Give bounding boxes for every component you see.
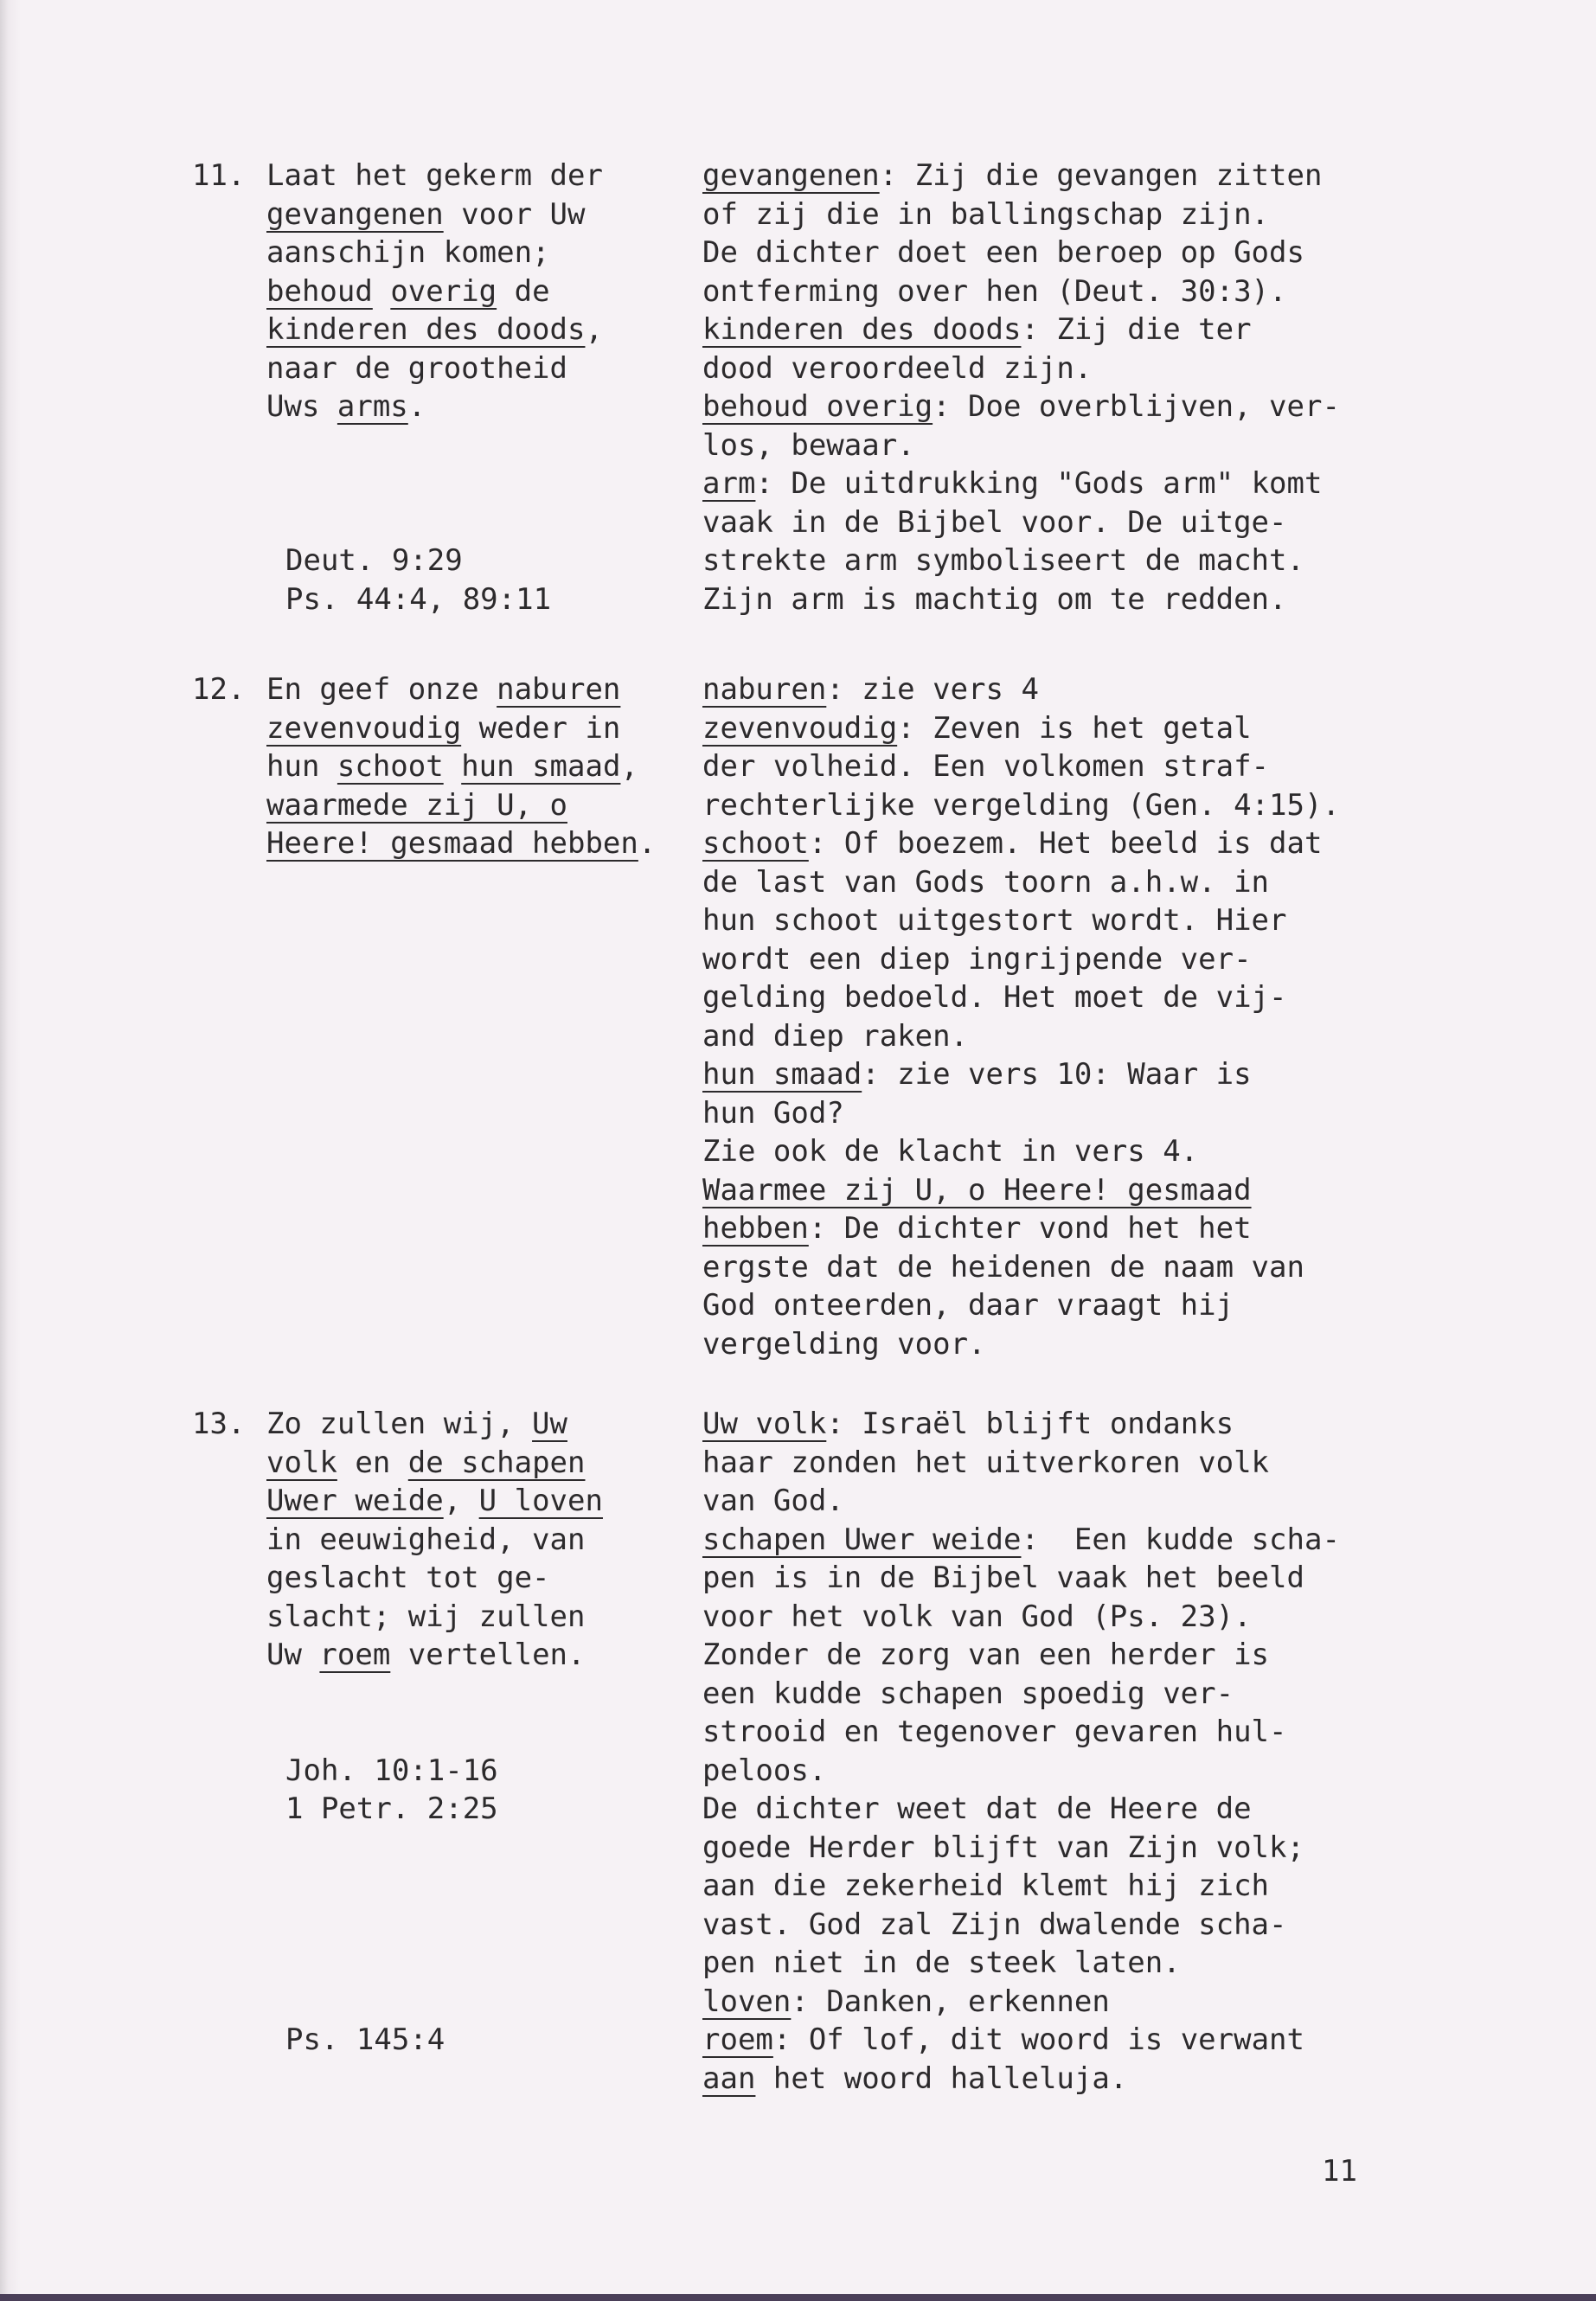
verse-text: [266, 1405, 699, 1675]
underlined-term: Waarmee zij U, o Heere! gesmaad: [702, 1172, 1252, 1208]
right-line: [702, 311, 1567, 349]
commentary: [702, 157, 1567, 619]
scripture-reference: 1 Petr. 2:25: [285, 1791, 498, 1826]
text-segment: vaak in de Bijbel voor. De uitge-: [702, 504, 1287, 540]
text-segment: voor Uw: [443, 196, 586, 232]
text-segment: dood veroordeeld zijn.: [702, 350, 1093, 386]
underlined-term: naburen: [702, 672, 827, 707]
right-line: [702, 1983, 1567, 2022]
right-line: [702, 709, 1567, 748]
text-segment: aan die zekerheid klemt hij zich: [702, 1868, 1270, 1903]
underlined-term: zevenvoudig: [702, 710, 898, 746]
right-line: [702, 1132, 1567, 1171]
right-line: [702, 1017, 1567, 1056]
text-segment: en: [337, 1445, 408, 1480]
right-line: [702, 1286, 1567, 1325]
text-segment: : Doe overblijven, ver-: [933, 389, 1340, 424]
right-line: [702, 1867, 1567, 1906]
underlined-term: hebben: [702, 1211, 809, 1246]
right-line: [702, 1405, 1567, 1444]
right-line: [702, 195, 1567, 234]
text-segment: Zonder de zorg van een herder is: [702, 1638, 1270, 1672]
left-line: [266, 1482, 699, 1521]
right-line: [702, 2021, 1567, 2060]
text-segment: : Of lof, dit woord is verwant: [772, 2022, 1304, 2057]
underlined-term: hun smaad: [461, 749, 621, 784]
left-line: [266, 349, 699, 388]
text-segment: gelding bedoeld. Het moet de vij-: [702, 980, 1287, 1015]
text-segment: Zijn arm is machtig om te redden.: [702, 581, 1287, 617]
verse-number: 11.: [192, 158, 246, 193]
right-line: [702, 465, 1567, 503]
left-line: [266, 311, 699, 349]
underlined-term: U loven: [478, 1484, 603, 1518]
right-line: [702, 1559, 1567, 1598]
right-line: [702, 234, 1567, 272]
right-line: [702, 1248, 1567, 1287]
text-segment: God onteerden, daar vraagt hij: [702, 1288, 1234, 1323]
text-segment: En geef onze: [266, 672, 497, 707]
text-segment: De dichter weet dat de Heere de: [702, 1791, 1252, 1826]
text-segment: slacht; wij zullen: [266, 1599, 586, 1634]
text-segment: der volheid. Een volkomen straf-: [702, 749, 1270, 784]
underlined-term: de schapen: [407, 1445, 586, 1480]
text-segment: Zo zullen wij,: [266, 1407, 533, 1441]
text-segment: ,: [443, 1484, 479, 1518]
text-segment: : Zij die ter: [1021, 312, 1252, 347]
right-line: [702, 1209, 1567, 1248]
text-segment: : Of boezem. Het beeld is dat: [808, 826, 1323, 861]
scripture-reference: Joh. 10:1-16: [285, 1753, 498, 1788]
text-segment: Uws: [266, 389, 337, 424]
left-line: [266, 1559, 699, 1598]
underlined-term: Uw volk: [702, 1407, 827, 1441]
scripture-reference: Ps. 44:4, 89:11: [285, 581, 552, 617]
right-line: [702, 1598, 1567, 1637]
text-segment: voor het volk van God (Ps. 23).: [702, 1599, 1252, 1634]
right-line: [702, 786, 1567, 825]
text-segment: De dichter doet een beroep op Gods: [702, 235, 1304, 270]
text-segment: Zie ook de klacht in vers 4.: [702, 1134, 1199, 1169]
right-line: [702, 580, 1567, 619]
right-line: [702, 1171, 1567, 1210]
text-segment: rechterlijke vergelding (Gen. 4:15).: [702, 787, 1340, 823]
right-line: [702, 2060, 1567, 2099]
underlined-term: overig: [390, 273, 497, 309]
left-line: [266, 747, 699, 786]
right-line: [702, 272, 1567, 311]
right-line: [702, 747, 1567, 786]
text-segment: aanschijn komen;: [266, 235, 550, 270]
underlined-term: roem: [319, 1638, 391, 1672]
right-line: [702, 1094, 1567, 1133]
text-segment: hun: [266, 749, 337, 784]
right-line: [702, 1944, 1567, 1983]
text-segment: ontferming over hen (Deut. 30:3).: [702, 273, 1287, 309]
underlined-term: naburen: [497, 672, 621, 707]
text-segment: [444, 749, 461, 784]
left-line: [266, 234, 699, 272]
text-segment: naar de grootheid: [266, 350, 567, 386]
text-segment: of zij die in ballingschap zijn.: [702, 196, 1270, 232]
text-segment: de: [497, 273, 550, 309]
text-segment: : zie vers 10: Waar is: [862, 1057, 1252, 1092]
left-line: [266, 670, 699, 709]
left-line: [266, 195, 699, 234]
verse-number: 12.: [192, 672, 246, 707]
underlined-term: behoud overig: [702, 389, 933, 424]
left-line: [266, 1521, 699, 1560]
text-segment: : Danken, erkennen: [791, 1984, 1110, 2019]
underlined-term: kinderen des doods: [266, 312, 586, 347]
left-line: [266, 157, 699, 195]
verse-text: [266, 670, 699, 863]
right-line: [702, 940, 1567, 979]
text-segment: [373, 274, 390, 309]
text-segment: vergelding voor.: [702, 1326, 986, 1362]
text-segment: haar zonden het uitverkoren volk: [702, 1445, 1270, 1480]
text-segment: strooid en tegenover gevaren hul-: [702, 1715, 1287, 1749]
underlined-term: schoot: [337, 749, 444, 784]
left-line: [266, 1598, 699, 1637]
right-line: [702, 978, 1567, 1017]
verse-number: 13.: [192, 1407, 246, 1441]
text-segment: van God.: [702, 1484, 844, 1518]
text-segment: ,: [585, 312, 603, 347]
left-line: [266, 388, 699, 426]
text-segment: .: [407, 389, 426, 424]
text-segment: ergste dat de heidenen de naam van: [702, 1249, 1304, 1285]
text-segment: : De uitdrukking "Gods arm" komt: [755, 466, 1323, 501]
left-line: [266, 824, 699, 863]
right-line: [702, 901, 1567, 940]
commentary: [702, 1405, 1567, 2098]
right-line: [702, 1636, 1567, 1675]
text-segment: vast. God zal Zijn dwalende scha-: [702, 1907, 1287, 1942]
right-line: [702, 349, 1567, 388]
commentary: [702, 670, 1567, 1363]
text-segment: hun God?: [702, 1095, 844, 1131]
underlined-term: hun smaad: [702, 1057, 862, 1092]
left-line: [266, 1636, 699, 1675]
text-segment: : Een kudde scha-: [1021, 1522, 1340, 1557]
underlined-term: aan: [702, 2061, 756, 2096]
text-segment: : Zij die gevangen zitten: [879, 158, 1323, 193]
text-segment: pen niet in de steek laten.: [702, 1945, 1181, 1980]
right-line: [702, 1444, 1567, 1483]
text-segment: de last van Gods toorn a.h.w. in: [702, 864, 1270, 900]
right-line: [702, 1325, 1567, 1364]
text-segment: : De dichter vond het het: [808, 1211, 1252, 1246]
text-segment: weder in: [461, 710, 621, 746]
underlined-term: zevenvoudig: [266, 710, 462, 746]
verse-text: [266, 157, 699, 426]
underlined-term: schapen Uwer weide: [702, 1522, 1022, 1557]
right-line: [702, 670, 1567, 709]
page-edge: [0, 2294, 1596, 2301]
left-line: [266, 1405, 699, 1444]
page-number: 11: [1322, 2154, 1357, 2189]
underlined-term: Uw: [532, 1407, 567, 1441]
underlined-term: arm: [702, 466, 756, 501]
text-segment: ,: [620, 749, 638, 784]
text-segment: : zie vers 4: [826, 672, 1039, 707]
text-segment: een kudde schapen spoedig ver-: [702, 1676, 1234, 1711]
text-segment: geslacht tot ge-: [266, 1561, 550, 1595]
right-line: [702, 503, 1567, 542]
right-line: [702, 824, 1567, 863]
right-line: [702, 388, 1567, 426]
left-line: [266, 709, 699, 748]
underlined-term: roem: [702, 2022, 773, 2057]
left-line: [266, 1444, 699, 1483]
underlined-term: kinderen des doods: [702, 312, 1022, 347]
underlined-term: volk: [266, 1445, 337, 1480]
text-segment: los, bewaar.: [702, 427, 915, 463]
underlined-term: schoot: [702, 826, 809, 861]
right-line: [702, 542, 1567, 580]
text-segment: hun schoot uitgestort wordt. Hier: [702, 903, 1287, 938]
text-segment: strekte arm symboliseert de macht.: [702, 543, 1304, 578]
right-line: [702, 1521, 1567, 1560]
right-line: [702, 1829, 1567, 1868]
left-line: [266, 272, 699, 311]
right-line: [702, 863, 1567, 902]
text-segment: : Zeven is het getal: [897, 710, 1252, 746]
right-line: [702, 1713, 1567, 1752]
scripture-reference: Ps. 145:4: [285, 2022, 445, 2057]
text-segment: pen is in de Bijbel vaak het beeld: [702, 1561, 1304, 1595]
right-line: [702, 157, 1567, 195]
right-line: [702, 1790, 1567, 1829]
text-segment: : Israël blijft ondanks: [826, 1407, 1234, 1441]
left-line: [266, 786, 699, 825]
text-segment: Laat het gekerm der: [266, 158, 603, 193]
right-line: [702, 1055, 1567, 1094]
text-segment: wordt een diep ingrijpende ver-: [702, 941, 1252, 977]
text-segment: peloos.: [702, 1753, 827, 1788]
text-segment: Uw: [266, 1638, 320, 1672]
right-line: [702, 1752, 1567, 1791]
underlined-term: Uwer weide: [266, 1484, 444, 1518]
underlined-term: gevangenen: [266, 196, 444, 232]
text-segment: vertellen.: [390, 1638, 586, 1672]
right-line: [702, 1675, 1567, 1714]
scripture-reference: Deut. 9:29: [285, 543, 463, 578]
underlined-term: waarmede zij U, o: [266, 787, 567, 823]
text-segment: in eeuwigheid, van: [266, 1522, 586, 1557]
underlined-term: loven: [702, 1984, 792, 2019]
right-line: [702, 1906, 1567, 1945]
underlined-term: Heere! gesmaad hebben: [266, 826, 638, 861]
text-segment: .: [638, 826, 657, 861]
text-segment: goede Herder blijft van Zijn volk;: [702, 1830, 1304, 1865]
text-segment: het woord halleluja.: [755, 2061, 1128, 2096]
text-segment: and diep raken.: [702, 1018, 969, 1054]
underlined-term: behoud: [266, 273, 373, 309]
right-line: [702, 1482, 1567, 1521]
underlined-term: gevangenen: [702, 158, 880, 193]
right-line: [702, 426, 1567, 465]
underlined-term: arms: [337, 389, 408, 424]
